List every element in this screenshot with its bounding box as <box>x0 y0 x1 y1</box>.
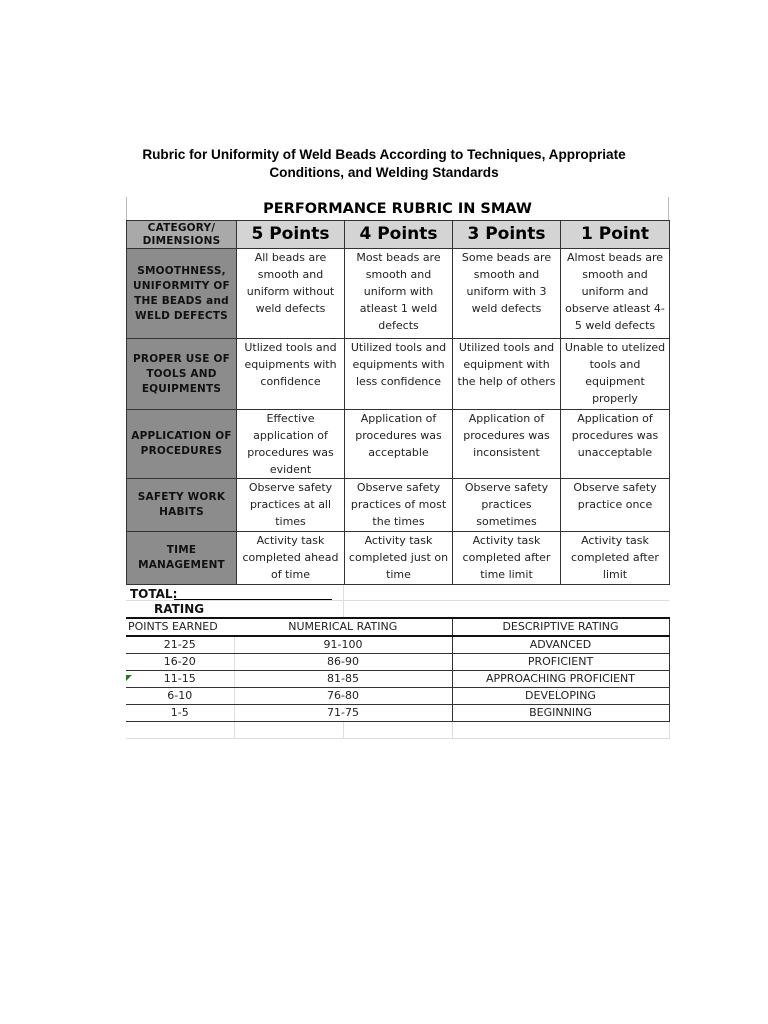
points-earned-cell: 16-20 <box>126 654 234 671</box>
numerical-rating-cell: 86-90 <box>234 654 452 671</box>
rating-row <box>126 688 669 705</box>
criteria-cell: Application of procedures was acceptable <box>345 410 453 479</box>
blank-cell <box>126 722 234 739</box>
blank-cell <box>234 722 343 739</box>
descriptive-rating-cell: DEVELOPING <box>452 688 669 705</box>
rubric-row <box>127 479 670 532</box>
numerical-rating-cell: 91-100 <box>234 636 452 654</box>
rating-row <box>126 654 669 671</box>
total-blank-line <box>174 599 332 600</box>
rating-row <box>126 671 669 688</box>
rubric-header-row <box>127 221 670 249</box>
category-cell: APPLICATION OF PROCEDURES <box>127 410 237 479</box>
category-cell: SMOOTHNESS, UNIFORMITY OF THE BEADS and WELD DEFECTS <box>127 249 237 339</box>
points-header-5: 5 Points <box>237 221 345 249</box>
rating-table <box>126 617 670 739</box>
descriptive-rating-cell: APPROACHING PROFICIENT <box>452 671 669 688</box>
points-header-1: 1 Point <box>561 221 670 249</box>
document-title-line-1: Rubric for Uniformity of Weld Beads According to Techniques, Appropriate <box>142 147 626 162</box>
rating-label: RATING <box>154 602 205 616</box>
numerical-rating-header: NUMERICAL RATING <box>234 618 452 636</box>
criteria-cell: Most beads are smooth and uniform with atleast 1 weld defects <box>345 249 453 339</box>
criteria-cell: Some beads are smooth and uniform with 3 weld defects <box>453 249 561 339</box>
blank-cell <box>452 722 669 739</box>
grid-divider <box>126 600 669 601</box>
rubric-title: PERFORMANCE RUBRIC IN SMAW <box>126 197 669 220</box>
criteria-cell: Activity task completed just on time <box>345 532 453 585</box>
blank-cell <box>343 722 452 739</box>
numerical-rating-cell: 71-75 <box>234 705 452 722</box>
criteria-cell: Effective application of procedures was evident <box>237 410 345 479</box>
document-title <box>100 146 668 182</box>
blank-grid-row <box>126 722 669 739</box>
criteria-cell: Utilized tools and equipments with less confidence <box>345 339 453 410</box>
descriptive-rating-cell: PROFICIENT <box>452 654 669 671</box>
rating-row <box>126 705 669 722</box>
criteria-cell: Application of procedures was unacceptable <box>561 410 670 479</box>
grid-divider <box>343 585 344 617</box>
rubric-row <box>127 249 670 339</box>
criteria-cell: Activity task completed ahead of time <box>237 532 345 585</box>
category-cell: TIME MANAGEMENT <box>127 532 237 585</box>
criteria-cell: Unable to utelized tools and equipment properly <box>561 339 670 410</box>
points-earned-cell: 1-5 <box>126 705 234 722</box>
descriptive-rating-header: DESCRIPTIVE RATING <box>452 618 669 636</box>
rubric-row <box>127 339 670 410</box>
rubric-row <box>127 410 670 479</box>
total-area <box>126 585 669 617</box>
criteria-cell: Activity task completed after time limit <box>453 532 561 585</box>
category-cell: SAFETY WORK HABITS <box>127 479 237 532</box>
points-header-3: 3 Points <box>453 221 561 249</box>
criteria-cell: Observe safety practices sometimes <box>453 479 561 532</box>
category-header: CATEGORY/ DIMENSIONS <box>127 221 237 249</box>
rubric-row <box>127 532 670 585</box>
points-earned-cell: 6-10 <box>126 688 234 705</box>
criteria-cell: Almost beads are smooth and uniform and observe atleast 4-5 weld defects <box>561 249 670 339</box>
criteria-cell: Activity task completed after limit <box>561 532 670 585</box>
points-earned-cell: 21-25 <box>126 636 234 654</box>
rubric-container <box>126 197 669 739</box>
descriptive-rating-cell: ADVANCED <box>452 636 669 654</box>
criteria-cell: Observe safety practice once <box>561 479 670 532</box>
criteria-cell: Utilized tools and equipment with the help of others <box>453 339 561 410</box>
criteria-cell: Observe safety practices of most the times <box>345 479 453 532</box>
points-earned-cell: 11-15 <box>126 671 234 688</box>
rubric-table <box>126 220 670 585</box>
criteria-cell: Utlized tools and equipments with confidence <box>237 339 345 410</box>
criteria-cell: Observe safety practices at all times <box>237 479 345 532</box>
numerical-rating-cell: 76-80 <box>234 688 452 705</box>
document-title-line-2: Conditions, and Welding Standards <box>269 165 499 180</box>
points-earned-header: POINTS EARNED <box>126 618 234 636</box>
rating-header-row <box>126 618 669 636</box>
total-label: TOTAL: <box>130 587 178 601</box>
descriptive-rating-cell: BEGINNING <box>452 705 669 722</box>
numerical-rating-cell: 81-85 <box>234 671 452 688</box>
criteria-cell: Application of procedures was inconsistent <box>453 410 561 479</box>
cell-comment-indicator-icon <box>126 675 132 681</box>
rating-row <box>126 636 669 654</box>
criteria-cell: All beads are smooth and uniform without weld defects <box>237 249 345 339</box>
points-header-4: 4 Points <box>345 221 453 249</box>
category-cell: PROPER USE OF TOOLS AND EQUIPMENTS <box>127 339 237 410</box>
